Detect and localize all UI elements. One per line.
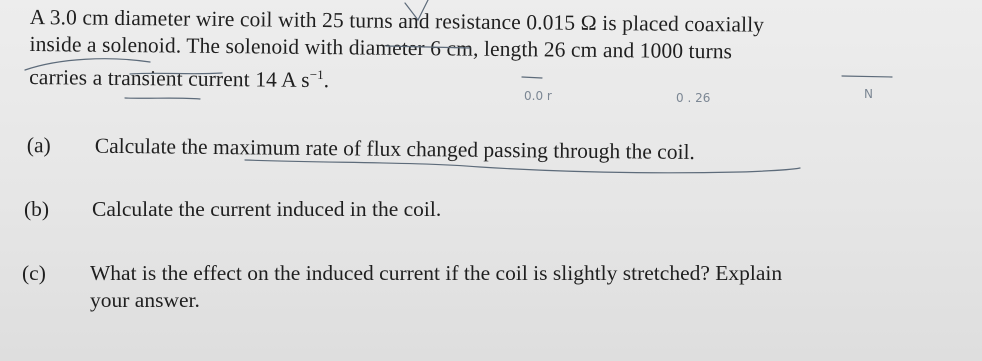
scribble-2: 0 . 26 bbox=[676, 91, 711, 105]
question-b-text: Calculate the current induced in the coil. bbox=[92, 197, 442, 221]
scribble-1: 0.0 r bbox=[524, 89, 552, 103]
question-c-label: (c) bbox=[22, 261, 46, 285]
question-a-text: Calculate the maximum rate of flux changed passing through the coil. bbox=[94, 133, 695, 164]
problem-stem bbox=[29, 4, 970, 101]
scribble-3: N bbox=[864, 87, 873, 101]
stem-line-1: A 3.0 cm diameter wire coil with 25 turns and resistance 0.015 Ω is placed coaxially bbox=[29, 4, 765, 37]
underline-transient bbox=[125, 98, 200, 99]
question-b-label: (b) bbox=[24, 197, 50, 221]
stem-period: . bbox=[323, 68, 330, 93]
stem-line-2: inside a solenoid. The solenoid with diameter 6 cm, length 26 cm and 1000 turns bbox=[29, 31, 733, 64]
question-a-label: (a) bbox=[26, 132, 51, 158]
stem-line-3-text: carries a transient current 14 A s bbox=[29, 64, 310, 92]
unit-superscript: −1 bbox=[309, 66, 324, 83]
question-c-text-continued: your answer. bbox=[90, 288, 200, 312]
question-c-text: What is the effect on the induced current if the coil is slightly stretched? Explain bbox=[90, 261, 783, 285]
